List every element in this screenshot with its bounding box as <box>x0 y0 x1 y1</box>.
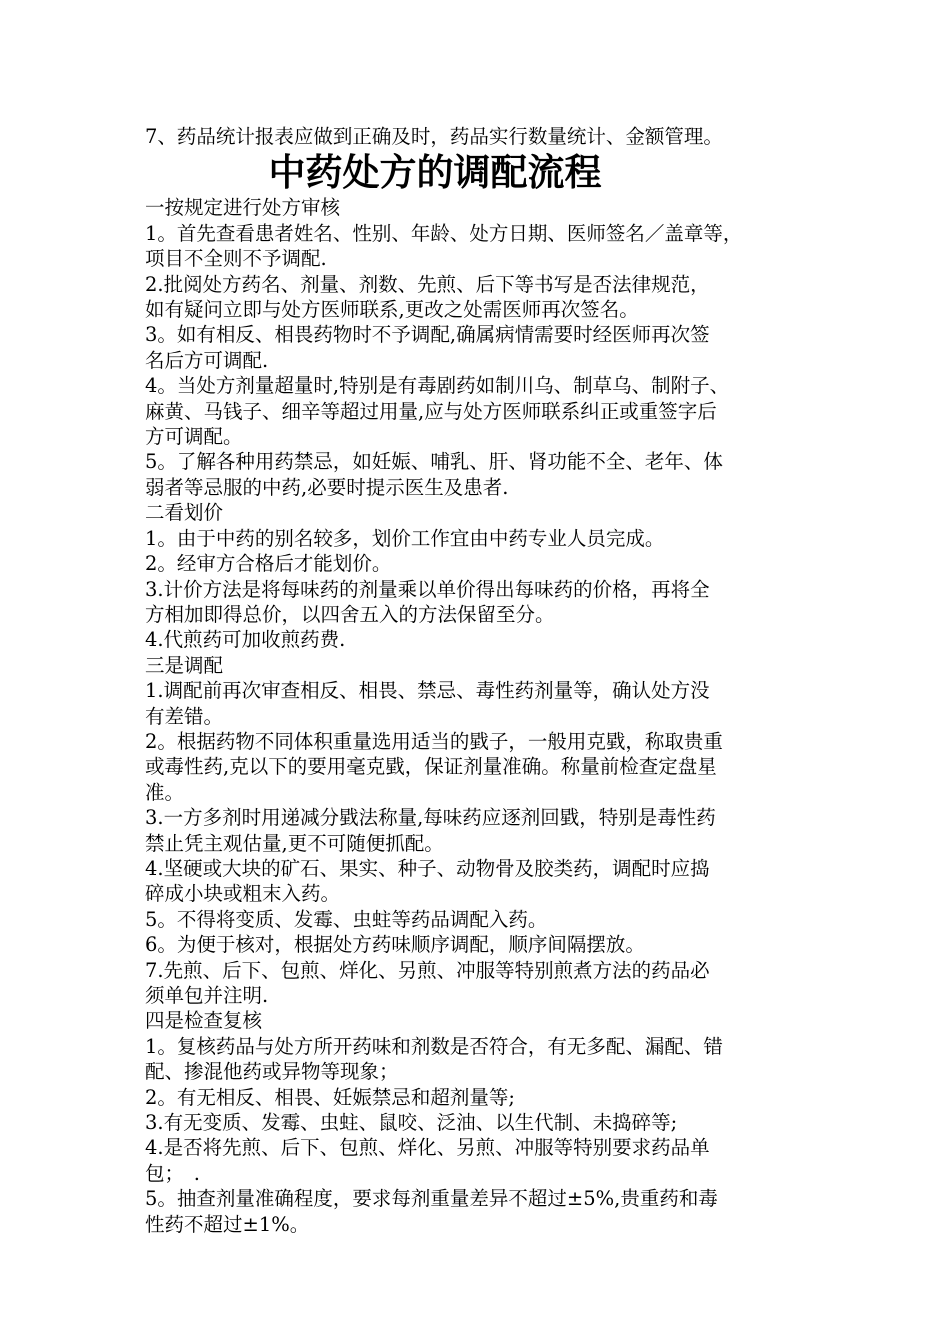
section-text-line: 3.计价方法是将每味药的剂量乘以单价得出每味药的价格，再将全 <box>145 577 710 601</box>
section-text-line: 5。不得将变质、发霉、虫蛀等药品调配入药。 <box>145 907 548 931</box>
document-body <box>145 195 815 1237</box>
document-page <box>145 124 815 1237</box>
section-text-line: 配、掺混他药或异物等现象； <box>145 1060 399 1084</box>
section-heading: 一按规定进行处方审核 <box>145 196 341 220</box>
section-text-line: 1。复核药品与处方所开药味和剂数是否符合，有无多配、漏配、错 <box>145 1034 723 1058</box>
section-text-line: 1.调配前再次审查相反、相畏、禁忌、毒性药剂量等，确认处方没 <box>145 679 710 703</box>
section-text-line: 名后方可调配. <box>145 348 269 372</box>
section-text-line: 5。了解各种用药禁忌，如妊娠、哺乳、肝、肾功能不全、老年、体 <box>145 450 723 474</box>
section-text-line: 1。首先查看患者姓名、性别、年龄、处方日期、医师签名／盖章等， <box>145 221 743 245</box>
section-text-line: 麻黄、马钱子、细辛等超过用量,应与处方医师联系纠正或重签字后 <box>145 399 717 423</box>
section-text-line: 2。根据药物不同体积重量选用适当的戥子，一般用克戥，称取贵重 <box>145 729 723 753</box>
section-text-line: 禁止凭主观估量,更不可随便抓配。 <box>145 831 444 855</box>
section-text-line: 3.一方多剂时用递减分戥法称量,每味药应逐剂回戥，特别是毒性药 <box>145 806 716 830</box>
section-heading: 四是检查复核 <box>145 1009 263 1033</box>
section-text-line: 碎成小块或粗末入药。 <box>145 882 341 906</box>
section-3 <box>145 653 815 1009</box>
section-text-line: 方可调配。 <box>145 425 243 449</box>
section-text-line: 4。当处方剂量超量时,特别是有毒剧药如制川乌、制草乌、制附子、 <box>145 374 730 398</box>
section-text-line: 3。如有相反、相畏药物时不予调配,确属病情需要时经医师再次签 <box>145 323 710 347</box>
section-text-line: 或毒性药,克以下的要用毫克戥，保证剂量准确。称量前检查定盘星 <box>145 755 717 779</box>
section-text-line: 包； . <box>145 1161 200 1185</box>
section-text-line: 2。有无相反、相畏、妊娠禁忌和超剂量等; <box>145 1085 515 1109</box>
intro-line: 7、药品统计报表应做到正确及时，药品实行数量统计、金额管理。 <box>145 125 723 148</box>
section-text-line: 4.是否将先煎、后下、包煎、烊化、另煎、冲服等特别要求药品单 <box>145 1136 710 1160</box>
section-text-line: 5。抽查剂量准确程度，要求每剂重量差异不超过±5%,贵重药和毒 <box>145 1187 718 1211</box>
section-text-line: 3.有无变质、发霉、虫蛀、鼠咬、泛油、以生代制、未捣碎等; <box>145 1111 678 1135</box>
section-2 <box>145 500 815 652</box>
document-title: 中药处方的调配流程 <box>268 150 602 195</box>
section-heading: 二看划价 <box>145 501 224 525</box>
section-heading: 三是调配 <box>145 653 224 677</box>
section-text-line: 2.批阅处方药名、剂量、剂数、先煎、后下等书写是否法律规范， <box>145 272 710 296</box>
section-text-line: 2。经审方合格后才能划价。 <box>145 552 392 576</box>
section-text-line: 弱者等忌服的中药,必要时提示医生及患者. <box>145 475 509 499</box>
section-text-line: 1。由于中药的别名较多，划价工作宜由中药专业人员完成。 <box>145 526 665 550</box>
section-text-line: 方相加即得总价，以四舍五入的方法保留至分。 <box>145 602 555 626</box>
section-text-line: 性药不超过±1%。 <box>145 1212 310 1236</box>
section-text-line: 项目不全则不予调配. <box>145 247 327 271</box>
section-text-line: 7.先煎、后下、包煎、烊化、另煎、冲服等特别煎煮方法的药品必 <box>145 958 710 982</box>
section-text-line: 有差错。 <box>145 704 224 728</box>
section-text-line: 准。 <box>145 780 185 804</box>
section-text-line: 4.代煎药可加收煎药费. <box>145 628 346 652</box>
section-1 <box>145 195 815 500</box>
section-text-line: 如有疑问立即与处方医师联系,更改之处需医师再次签名。 <box>145 298 639 322</box>
section-text-line: 须单包并注明. <box>145 984 269 1007</box>
section-4 <box>145 1008 815 1237</box>
section-text-line: 6。为便于核对，根据处方药味顺序调配，顺序间隔摆放。 <box>145 933 645 957</box>
section-text-line: 4.坚硬或大块的矿石、果实、种子、动物骨及胶类药，调配时应捣 <box>145 856 710 880</box>
